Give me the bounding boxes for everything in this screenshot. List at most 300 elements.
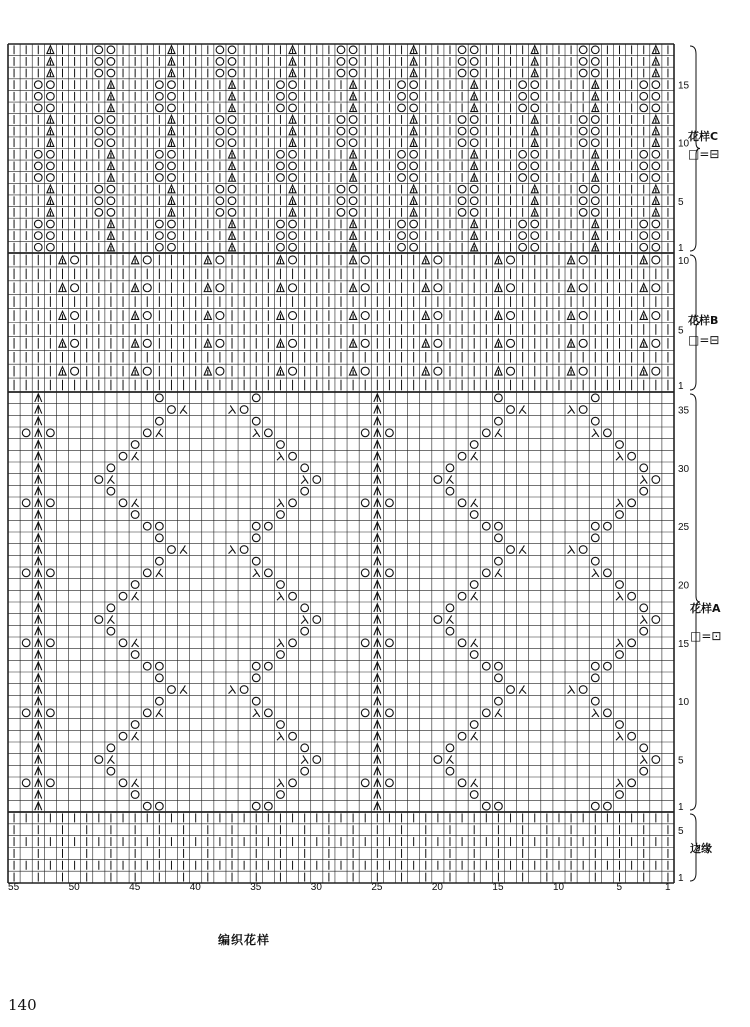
center-double-decrease-symbol xyxy=(374,394,381,402)
knot-symbol xyxy=(47,185,54,193)
yarn-over-symbol xyxy=(410,92,418,100)
yarn-over-symbol xyxy=(579,58,587,66)
right-decrease-symbol xyxy=(592,569,599,577)
yarn-over-symbol xyxy=(313,476,321,484)
center-double-decrease-symbol xyxy=(374,732,381,740)
yarn-over-symbol xyxy=(143,802,151,810)
yarn-over-symbol xyxy=(519,243,527,251)
center-double-decrease-symbol xyxy=(35,779,42,787)
yarn-over-symbol xyxy=(216,284,224,292)
knot-symbol xyxy=(410,127,417,135)
yarn-over-symbol xyxy=(277,243,285,251)
yarn-over-symbol xyxy=(156,104,164,112)
yarn-over-symbol xyxy=(531,150,539,158)
center-double-decrease-symbol xyxy=(374,464,381,472)
yarn-over-symbol xyxy=(652,339,660,347)
yarn-over-symbol xyxy=(531,81,539,89)
yarn-over-symbol xyxy=(240,686,248,694)
yarn-over-symbol xyxy=(95,185,103,193)
center-double-decrease-symbol xyxy=(374,487,381,495)
yarn-over-symbol xyxy=(458,58,466,66)
row-number: 10 xyxy=(678,255,690,267)
row-number: 35 xyxy=(678,405,690,417)
center-double-decrease-symbol xyxy=(374,545,381,553)
yarn-over-symbol xyxy=(143,339,151,347)
yarn-over-symbol xyxy=(228,197,236,205)
yarn-over-symbol xyxy=(591,127,599,135)
yarn-over-symbol xyxy=(446,744,454,752)
yarn-over-symbol xyxy=(107,627,115,635)
knot-symbol xyxy=(350,243,357,251)
yarn-over-symbol xyxy=(410,81,418,89)
knot-symbol xyxy=(168,69,175,77)
yarn-over-symbol xyxy=(22,709,30,717)
yarn-over-symbol xyxy=(470,185,478,193)
knot-symbol xyxy=(567,256,574,264)
center-double-decrease-symbol xyxy=(374,767,381,775)
yarn-over-symbol xyxy=(107,116,115,124)
yarn-over-symbol xyxy=(47,104,55,112)
yarn-over-symbol xyxy=(579,339,587,347)
yarn-over-symbol xyxy=(579,312,587,320)
yarn-over-symbol xyxy=(398,174,406,182)
yarn-over-symbol xyxy=(168,232,176,240)
left-decrease-symbol xyxy=(156,569,163,577)
right-decrease-symbol xyxy=(253,569,260,577)
yarn-over-symbol xyxy=(470,511,478,519)
column-number: 35 xyxy=(250,882,262,893)
center-double-decrease-symbol xyxy=(35,650,42,658)
right-decrease-symbol xyxy=(229,545,236,553)
knot-symbol xyxy=(107,243,114,251)
yarn-over-symbol xyxy=(95,139,103,147)
yarn-over-symbol xyxy=(131,721,139,729)
knot-symbol xyxy=(107,231,114,239)
yarn-over-symbol xyxy=(482,522,490,530)
yarn-over-symbol xyxy=(361,256,369,264)
center-double-decrease-symbol xyxy=(35,405,42,413)
yarn-over-symbol xyxy=(470,127,478,135)
knot-symbol xyxy=(289,208,296,216)
yarn-over-symbol xyxy=(349,46,357,54)
yarn-over-symbol xyxy=(361,569,369,577)
center-double-decrease-symbol xyxy=(35,697,42,705)
right-decrease-symbol xyxy=(616,452,623,460)
right-decrease-symbol xyxy=(616,779,623,787)
left-decrease-symbol xyxy=(180,685,187,693)
column-number: 25 xyxy=(371,882,383,893)
center-double-decrease-symbol xyxy=(35,394,42,402)
yarn-over-symbol xyxy=(591,674,599,682)
yarn-over-symbol xyxy=(458,732,466,740)
yarn-over-symbol xyxy=(519,232,527,240)
yarn-over-symbol xyxy=(579,46,587,54)
yarn-over-symbol xyxy=(337,116,345,124)
yarn-over-symbol xyxy=(507,256,515,264)
knot-symbol xyxy=(350,220,357,228)
yarn-over-symbol xyxy=(591,522,599,530)
knot-symbol xyxy=(229,220,236,228)
yarn-over-symbol xyxy=(107,185,115,193)
yarn-over-symbol xyxy=(591,139,599,147)
center-double-decrease-symbol xyxy=(374,452,381,460)
yarn-over-symbol xyxy=(252,394,260,402)
knot-symbol xyxy=(204,311,211,319)
yarn-over-symbol xyxy=(119,452,127,460)
knot-symbol xyxy=(289,139,296,147)
yarn-over-symbol xyxy=(640,162,648,170)
yarn-over-symbol xyxy=(458,639,466,647)
yarn-over-symbol xyxy=(131,581,139,589)
yarn-over-symbol xyxy=(301,627,309,635)
yarn-over-symbol xyxy=(156,697,164,705)
knot-symbol xyxy=(350,150,357,158)
section-label: 花样A xyxy=(690,602,721,615)
yarn-over-symbol xyxy=(22,569,30,577)
knot-symbol xyxy=(592,220,599,228)
knot-symbol xyxy=(47,197,54,205)
section-a xyxy=(8,392,674,812)
yarn-over-symbol xyxy=(591,209,599,217)
yarn-over-symbol xyxy=(107,464,115,472)
column-number: 20 xyxy=(431,882,443,893)
knot-symbol xyxy=(132,311,139,319)
knot-symbol xyxy=(531,127,538,135)
row-number: 10 xyxy=(678,138,690,150)
knot-symbol xyxy=(422,283,429,291)
yarn-over-symbol xyxy=(168,546,176,554)
yarn-over-symbol xyxy=(313,756,321,764)
yarn-over-symbol xyxy=(47,429,55,437)
yarn-over-symbol xyxy=(640,232,648,240)
yarn-over-symbol xyxy=(531,220,539,228)
knot-symbol xyxy=(168,139,175,147)
yarn-over-symbol xyxy=(470,139,478,147)
knot-symbol xyxy=(47,139,54,147)
row-number: 30 xyxy=(678,463,690,475)
yarn-over-symbol xyxy=(519,92,527,100)
knot-symbol xyxy=(229,92,236,100)
right-decrease-symbol xyxy=(616,592,623,600)
yarn-over-symbol xyxy=(95,58,103,66)
yarn-over-symbol xyxy=(482,662,490,670)
knot-symbol xyxy=(531,46,538,54)
knot-symbol xyxy=(349,283,356,291)
yarn-over-symbol xyxy=(168,92,176,100)
yarn-over-symbol xyxy=(434,339,442,347)
yarn-over-symbol xyxy=(652,232,660,240)
knot-symbol xyxy=(567,367,574,375)
row-number: 1 xyxy=(678,381,684,393)
knot-symbol xyxy=(422,367,429,375)
row-number: 5 xyxy=(678,825,684,837)
left-decrease-symbol xyxy=(132,499,139,507)
knot-symbol xyxy=(410,69,417,77)
center-double-decrease-symbol xyxy=(374,557,381,565)
left-decrease-symbol xyxy=(156,429,163,437)
yarn-over-symbol xyxy=(289,174,297,182)
yarn-over-symbol xyxy=(458,127,466,135)
knot-symbol xyxy=(640,256,647,264)
center-double-decrease-symbol xyxy=(35,545,42,553)
center-double-decrease-symbol xyxy=(374,709,381,717)
yarn-over-symbol xyxy=(434,367,442,375)
yarn-over-symbol xyxy=(446,487,454,495)
right-decrease-symbol xyxy=(568,685,575,693)
yarn-over-symbol xyxy=(640,744,648,752)
yarn-over-symbol xyxy=(289,232,297,240)
yarn-over-symbol xyxy=(482,802,490,810)
yarn-over-symbol xyxy=(470,441,478,449)
knot-symbol xyxy=(471,80,478,88)
yarn-over-symbol xyxy=(470,116,478,124)
yarn-over-symbol xyxy=(143,312,151,320)
center-double-decrease-symbol xyxy=(374,499,381,507)
yarn-over-symbol xyxy=(289,367,297,375)
yarn-over-symbol xyxy=(591,116,599,124)
yarn-over-symbol xyxy=(107,139,115,147)
yarn-over-symbol xyxy=(591,802,599,810)
yarn-over-symbol xyxy=(71,256,79,264)
knot-symbol xyxy=(349,311,356,319)
yarn-over-symbol xyxy=(277,791,285,799)
knot-symbol xyxy=(349,367,356,375)
left-decrease-symbol xyxy=(471,499,478,507)
yarn-over-symbol xyxy=(434,256,442,264)
knot-symbol xyxy=(410,185,417,193)
yarn-over-symbol xyxy=(71,367,79,375)
yarn-over-symbol xyxy=(652,220,660,228)
yarn-over-symbol xyxy=(616,721,624,729)
yarn-over-symbol xyxy=(143,662,151,670)
column-number: 30 xyxy=(310,882,322,893)
yarn-over-symbol xyxy=(228,185,236,193)
yarn-over-symbol xyxy=(168,162,176,170)
yarn-over-symbol xyxy=(107,209,115,217)
left-decrease-symbol xyxy=(471,452,478,460)
yarn-over-symbol xyxy=(289,499,297,507)
center-double-decrease-symbol xyxy=(35,802,42,810)
left-decrease-symbol xyxy=(107,755,114,763)
center-double-decrease-symbol xyxy=(35,767,42,775)
left-decrease-symbol xyxy=(495,429,502,437)
yarn-over-symbol xyxy=(34,162,42,170)
yarn-over-symbol xyxy=(531,92,539,100)
yarn-over-symbol xyxy=(143,429,151,437)
yarn-over-symbol xyxy=(482,569,490,577)
knot-symbol xyxy=(471,173,478,181)
center-double-decrease-symbol xyxy=(374,662,381,670)
yarn-over-symbol xyxy=(337,58,345,66)
yarn-over-symbol xyxy=(652,162,660,170)
row-number: 15 xyxy=(678,80,690,92)
knot-symbol xyxy=(350,173,357,181)
yarn-over-symbol xyxy=(349,209,357,217)
column-number: 40 xyxy=(189,882,201,893)
yarn-over-symbol xyxy=(531,104,539,112)
yarn-over-symbol xyxy=(168,686,176,694)
row-number: 5 xyxy=(678,196,684,208)
knot-symbol xyxy=(410,115,417,123)
yarn-over-symbol xyxy=(349,69,357,77)
yarn-over-symbol xyxy=(216,339,224,347)
center-double-decrease-symbol xyxy=(374,604,381,612)
knot-symbol xyxy=(410,139,417,147)
right-decrease-symbol xyxy=(301,615,308,623)
yarn-over-symbol xyxy=(531,232,539,240)
yarn-over-symbol xyxy=(216,312,224,320)
yarn-over-symbol xyxy=(591,197,599,205)
center-double-decrease-symbol xyxy=(374,779,381,787)
yarn-over-symbol xyxy=(361,312,369,320)
yarn-over-symbol xyxy=(470,69,478,77)
yarn-over-symbol xyxy=(143,367,151,375)
knot-symbol xyxy=(531,69,538,77)
right-decrease-symbol xyxy=(229,685,236,693)
yarn-over-symbol xyxy=(143,569,151,577)
yarn-over-symbol xyxy=(34,150,42,158)
yarn-over-symbol xyxy=(640,174,648,182)
yarn-over-symbol xyxy=(216,197,224,205)
center-double-decrease-symbol xyxy=(35,417,42,425)
yarn-over-symbol xyxy=(482,429,490,437)
yarn-over-symbol xyxy=(156,394,164,402)
yarn-over-symbol xyxy=(277,220,285,228)
yarn-over-symbol xyxy=(640,604,648,612)
knot-symbol xyxy=(107,150,114,158)
section-label: 花样C xyxy=(688,130,719,143)
knot-symbol xyxy=(640,311,647,319)
yarn-over-symbol xyxy=(470,209,478,217)
yarn-over-symbol xyxy=(47,174,55,182)
section-legend: □=⊟ xyxy=(688,333,720,347)
yarn-over-symbol xyxy=(640,104,648,112)
yarn-over-symbol xyxy=(579,139,587,147)
yarn-over-symbol xyxy=(591,697,599,705)
yarn-over-symbol xyxy=(168,243,176,251)
yarn-over-symbol xyxy=(119,732,127,740)
yarn-over-symbol xyxy=(349,127,357,135)
knot-symbol xyxy=(289,46,296,54)
yarn-over-symbol xyxy=(264,429,272,437)
yarn-over-symbol xyxy=(252,417,260,425)
yarn-over-symbol xyxy=(640,81,648,89)
yarn-over-symbol xyxy=(386,499,394,507)
yarn-over-symbol xyxy=(216,367,224,375)
right-decrease-symbol xyxy=(568,405,575,413)
yarn-over-symbol xyxy=(301,767,309,775)
right-decrease-symbol xyxy=(592,709,599,717)
yarn-over-symbol xyxy=(410,162,418,170)
knot-symbol xyxy=(567,311,574,319)
yarn-over-symbol xyxy=(470,651,478,659)
yarn-over-symbol xyxy=(168,220,176,228)
yarn-over-symbol xyxy=(47,639,55,647)
yarn-over-symbol xyxy=(579,185,587,193)
knot-symbol xyxy=(652,208,659,216)
left-decrease-symbol xyxy=(519,405,526,413)
yarn-over-symbol xyxy=(252,522,260,530)
yarn-over-symbol xyxy=(495,557,503,565)
knot-symbol xyxy=(229,162,236,170)
center-double-decrease-symbol xyxy=(35,464,42,472)
knot-symbol xyxy=(592,243,599,251)
left-decrease-symbol xyxy=(180,405,187,413)
yarn-over-symbol xyxy=(337,139,345,147)
yarn-over-symbol xyxy=(446,604,454,612)
knot-symbol xyxy=(168,185,175,193)
knot-symbol xyxy=(652,139,659,147)
right-decrease-symbol xyxy=(301,755,308,763)
yarn-over-symbol xyxy=(470,46,478,54)
left-decrease-symbol xyxy=(471,779,478,787)
knot-symbol xyxy=(495,256,502,264)
page-number: 140 xyxy=(8,996,37,1014)
yarn-over-symbol xyxy=(156,162,164,170)
yarn-over-symbol xyxy=(458,452,466,460)
yarn-over-symbol xyxy=(410,232,418,240)
yarn-over-symbol xyxy=(361,779,369,787)
yarn-over-symbol xyxy=(652,476,660,484)
yarn-over-symbol xyxy=(22,779,30,787)
yarn-over-symbol xyxy=(519,150,527,158)
row-number: 5 xyxy=(678,325,684,337)
yarn-over-symbol xyxy=(410,150,418,158)
yarn-over-symbol xyxy=(434,616,442,624)
yarn-over-symbol xyxy=(652,104,660,112)
knot-symbol xyxy=(204,256,211,264)
center-double-decrease-symbol xyxy=(374,569,381,577)
yarn-over-symbol xyxy=(458,209,466,217)
yarn-over-symbol xyxy=(143,284,151,292)
yarn-over-symbol xyxy=(168,104,176,112)
yarn-over-symbol xyxy=(652,312,660,320)
yarn-over-symbol xyxy=(216,256,224,264)
right-decrease-symbol xyxy=(277,779,284,787)
center-double-decrease-symbol xyxy=(374,697,381,705)
yarn-over-symbol xyxy=(95,116,103,124)
yarn-over-symbol xyxy=(410,220,418,228)
knot-symbol xyxy=(59,367,66,375)
knot-symbol xyxy=(47,46,54,54)
section-legend: □=⊡ xyxy=(690,629,722,643)
yarn-over-symbol xyxy=(495,662,503,670)
yarn-over-symbol xyxy=(107,58,115,66)
yarn-over-symbol xyxy=(277,81,285,89)
yarn-over-symbol xyxy=(95,69,103,77)
yarn-over-symbol xyxy=(604,522,612,530)
knot-symbol xyxy=(59,339,66,347)
yarn-over-symbol xyxy=(156,557,164,565)
yarn-over-symbol xyxy=(216,58,224,66)
knot-symbol xyxy=(229,80,236,88)
yarn-over-symbol xyxy=(398,220,406,228)
yarn-over-symbol xyxy=(446,464,454,472)
yarn-over-symbol xyxy=(386,429,394,437)
yarn-over-symbol xyxy=(640,767,648,775)
knot-symbol xyxy=(592,231,599,239)
left-decrease-symbol xyxy=(471,592,478,600)
center-double-decrease-symbol xyxy=(35,429,42,437)
yarn-over-symbol xyxy=(470,581,478,589)
knot-symbol xyxy=(107,80,114,88)
yarn-over-symbol xyxy=(531,174,539,182)
left-decrease-symbol xyxy=(471,732,478,740)
yarn-over-symbol xyxy=(434,312,442,320)
center-double-decrease-symbol xyxy=(374,674,381,682)
yarn-over-symbol xyxy=(107,127,115,135)
yarn-over-symbol xyxy=(301,487,309,495)
